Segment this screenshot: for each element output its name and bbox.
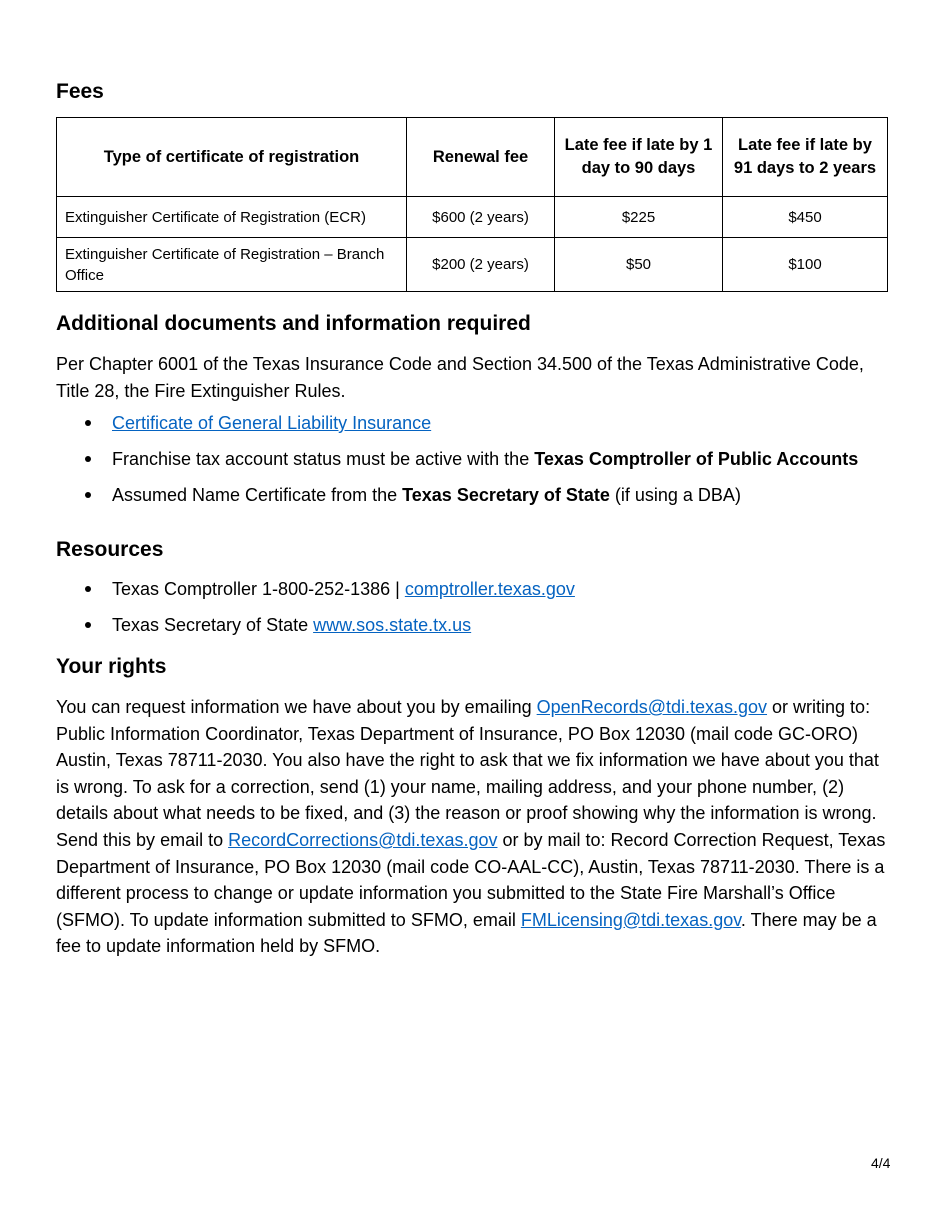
rights-heading: Your rights [56, 655, 167, 678]
record-corrections-email-link[interactable]: RecordCorrections@tdi.texas.gov [228, 829, 498, 850]
additional-heading: Additional documents and information required [56, 312, 531, 335]
bullet-icon [85, 622, 91, 628]
table-row [57, 197, 888, 238]
table-cell: $600 (2 years) [407, 197, 555, 238]
sos-link[interactable]: www.sos.state.tx.us [313, 615, 472, 635]
table-cell: $450 [723, 197, 888, 238]
item-text: Texas Comptroller 1-800-252-1386 | [112, 579, 405, 599]
additional-list [56, 411, 896, 519]
list-item [56, 411, 896, 447]
bullet-icon [85, 456, 91, 462]
item-text: Assumed Name Certificate from the [112, 485, 403, 505]
fees-table [56, 117, 888, 292]
liability-insurance-link[interactable]: Certificate of General Liability Insurance [112, 413, 432, 433]
comptroller-link[interactable]: comptroller.texas.gov [404, 579, 575, 599]
item-text: (if using a DBA) [609, 485, 741, 505]
rights-text: . There may be a fee to update information held by SFMO. [56, 909, 877, 957]
table-cell: $100 [723, 238, 888, 292]
bullet-icon [85, 420, 91, 426]
rights-text: or by mail to: Record Correction Request, Texas Department of Insurance, PO Box 12030 (mail code CO-AAL-CC), Austin, Texas 78711-2030. There is a different process to change or update information you submitted to the State Fire Marshall’s Office (SFMO). To update information submitted to SFMO, email [56, 829, 886, 930]
additional-intro: Per Chapter 6001 of the Texas Insurance Code and Section 34.500 of the Texas Administrative Code, Title 28, the Fire Extinguisher Rules. [56, 354, 864, 401]
item-text: Texas Secretary of State [112, 615, 314, 635]
column-header: Renewal fee [407, 118, 555, 197]
fees-heading: Fees [56, 80, 104, 103]
bullet-icon [85, 586, 91, 592]
table-cell: $225 [555, 197, 723, 238]
table-cell: $50 [555, 238, 723, 292]
column-header: Late fee if late by 91 days to 2 years [723, 118, 888, 197]
bullet-icon [85, 492, 91, 498]
table-header-row [57, 118, 888, 197]
item-bold-text: Texas Secretary of State [402, 485, 610, 505]
rights-paragraph [56, 694, 890, 960]
list-item [56, 613, 896, 649]
list-item [56, 577, 896, 613]
table-cell: $200 (2 years) [407, 238, 555, 292]
list-item [56, 483, 896, 519]
list-item [56, 447, 896, 483]
open-records-email-link[interactable]: OpenRecords@tdi.texas.gov [536, 697, 768, 717]
fm-licensing-email-link[interactable]: FMLicensing@tdi.texas.gov [520, 909, 741, 930]
rights-text: or writing to: Public Information Coordinator, Texas Department of Insurance, PO Box 12030 (mail code GC-ORO) Austin, Texas 78711-2030. You also have the right to ask that we fix information we have about you that is wrong. To ask for a correction, send (1) your name, mailing address, and your phone number, (2) details about what needs to be fixed, and (3) the reason or proof showing why the information is wrong. Send this by email to [56, 697, 879, 850]
resources-list [56, 577, 896, 649]
table-row [57, 238, 888, 292]
resources-heading: Resources [56, 538, 164, 561]
table-cell: Extinguisher Certificate of Registration (ECR) [57, 197, 407, 238]
table-cell: Extinguisher Certificate of Registration – Branch Office [57, 238, 407, 292]
column-header: Type of certificate of registration [57, 118, 407, 197]
page-number: 4/4 [871, 1155, 891, 1171]
rights-text: You can request information we have about you by emailing [56, 697, 537, 717]
item-bold-text: Texas Comptroller of Public Accounts [534, 449, 859, 469]
item-text: Franchise tax account status must be active with the [112, 449, 535, 469]
column-header: Late fee if late by 1 day to 90 days [555, 118, 723, 197]
